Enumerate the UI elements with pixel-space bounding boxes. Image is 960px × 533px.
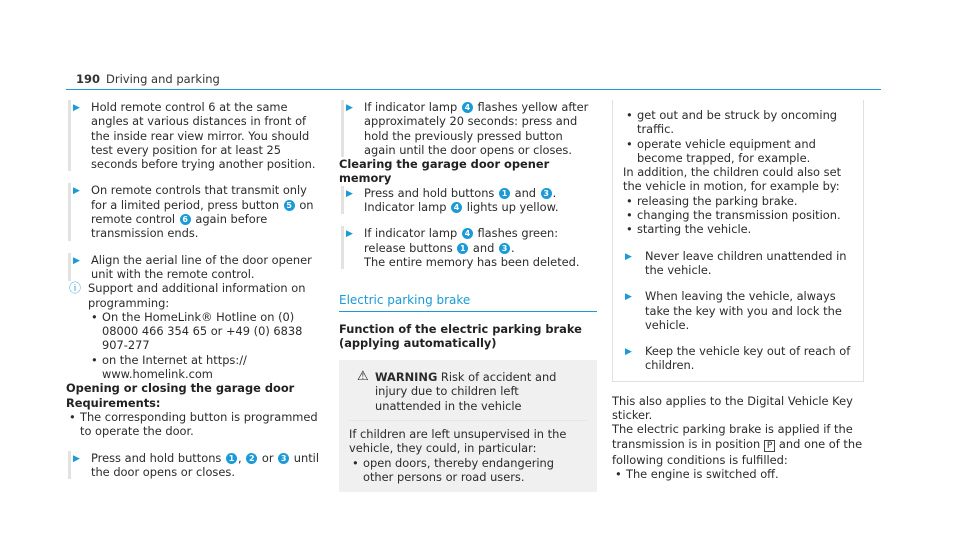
warning-label: WARNING [375,370,438,385]
info-icon: ⓘ [69,281,82,296]
marker-3: 3 [278,453,289,464]
list-item: • operate vehicle equipment and become trapped, for example. [623,137,853,166]
warning-list-continued [623,108,853,165]
step-press-clear: ▶ Press and hold buttons 1 and 3 . Indicator lamp 4 lights up yellow. [341,186,597,215]
info-note: ⓘ Support and additional information on programming: • On the HomeLink® Hotline on (0) 08000 466 354 65 or +49 (0) 6838 907-277 • on the Internet at https:// www.homelink.com [66,281,323,381]
step-arrow-icon: ▶ [73,103,80,113]
list-item: • open doors, thereby endangering other persons or road users. [349,456,587,485]
list-item: • releasing the parking brake. [623,194,853,208]
step-hold-remote: ▶ Hold remote control 6 at the same angles at various distances in front of the inside rear view mirror. You should test every position for at least 25 seconds before trying another position. [68,100,323,171]
list-item: • starting the vehicle. [623,222,853,236]
conditions-list [612,467,872,481]
marker-1: 1 [457,243,468,254]
list-item: • get out and be struck by oncoming traffic. [623,108,853,137]
list-item: • On the HomeLink® Hotline on (0) 08000 466 354 65 or +49 (0) 6838 907-277 [88,310,323,353]
warning-list-motion [623,194,853,237]
marker-4: 4 [462,102,473,113]
paragraph-digital-key: This also applies to the Digital Vehicle Key sticker. [612,393,853,423]
warning-text: Risk of accident and injury due to children left unattended in the vehicle [375,370,557,413]
park-symbol-icon: P [764,440,775,452]
step-yellow-flash: ▶ If indicator lamp 4 flashes yellow after approximately 20 seconds: press and hold the previously pressed button again until the door opens or closes. [341,100,597,157]
list-item: • changing the transmission position. [623,208,853,222]
warning-list [349,456,587,485]
warning-paragraph: In addition, the children could also set the vehicle in motion, for example by: [623,165,842,194]
header-rule [66,89,881,90]
step-arrow-icon: ▶ [625,292,632,303]
step-limited-transmit: ▶ On remote controls that transmit only for a limited period, press button 5 on remote control 6 again before transmission ends. [68,183,323,240]
step-arrow-icon: ▶ [73,255,80,266]
step-arrow-icon: ▶ [625,347,632,358]
step-green-flash: ▶ If indicator lamp 4 flashes green: release buttons 1 and 3 . The entire memory has been deleted. [341,226,597,269]
step-align-aerial: ▶ Align the aerial line of the door opener unit with the remote control. [68,253,323,282]
step-take-key: ▶ When leaving the vehicle, always take the key with you and lock the vehicle. [625,289,842,332]
heading-function-brake: Function of the electric parking brake (applying automatically) [339,321,582,350]
warning-box [339,360,597,492]
list-item: • The corresponding button is programmed to operate the door. [66,410,323,439]
section-electric-parking-brake: Electric parking brake [339,293,597,311]
requirements-list [66,410,323,439]
column-3 [612,100,872,482]
page-number: 190 [76,72,101,86]
requirements-label: Requirements: [66,395,161,410]
marker-3: 3 [499,243,510,254]
column-2 [339,100,597,492]
marker-6: 6 [180,214,191,225]
page-header [76,72,220,86]
step-arrow-icon: ▶ [73,186,80,197]
warning-body: If children are left unsupervised in the vehicle, they could, in particular: • open doors, thereby endangering other persons or road users. [349,420,587,484]
section-title: Driving and parking [106,72,220,86]
paragraph-brake-applied: The electric parking brake is applied if the transmission is in position P and one of the following conditions is fulfilled: [612,422,863,467]
step-arrow-icon: ▶ [73,453,80,464]
heading-clear-memory: Clearing the garage door opener memory [339,157,550,186]
step-arrow-icon: ▶ [346,188,353,199]
list-item: • on the Internet at https:// www.homelink.com [88,353,323,382]
warning-icon: ⚠ [357,369,369,385]
warning-box-continued [612,100,864,382]
marker-1: 1 [499,188,510,199]
step-never-leave: ▶ Never leave children unattended in the vehicle. [625,248,847,277]
list-item: • The engine is switched off. [612,467,872,481]
marker-1: 1 [226,453,237,464]
step-arrow-icon: ▶ [346,229,353,240]
info-list [88,310,323,381]
marker-5: 5 [284,200,295,211]
step-arrow-icon: ▶ [346,103,353,113]
heading-open-close: Opening or closing the garage door [66,381,295,396]
step-keep-key: ▶ Keep the vehicle key out of reach of children. [625,344,851,373]
marker-4: 4 [462,228,473,239]
marker-3: 3 [541,188,552,199]
marker-2: 2 [246,453,257,464]
warning-header [349,370,587,413]
column-1 [66,100,323,479]
marker-4: 4 [451,202,462,213]
step-arrow-icon: ▶ [625,251,632,262]
step-press-buttons: ▶ Press and hold buttons 1 , 2 or 3 until the door opens or closes. [68,451,323,480]
